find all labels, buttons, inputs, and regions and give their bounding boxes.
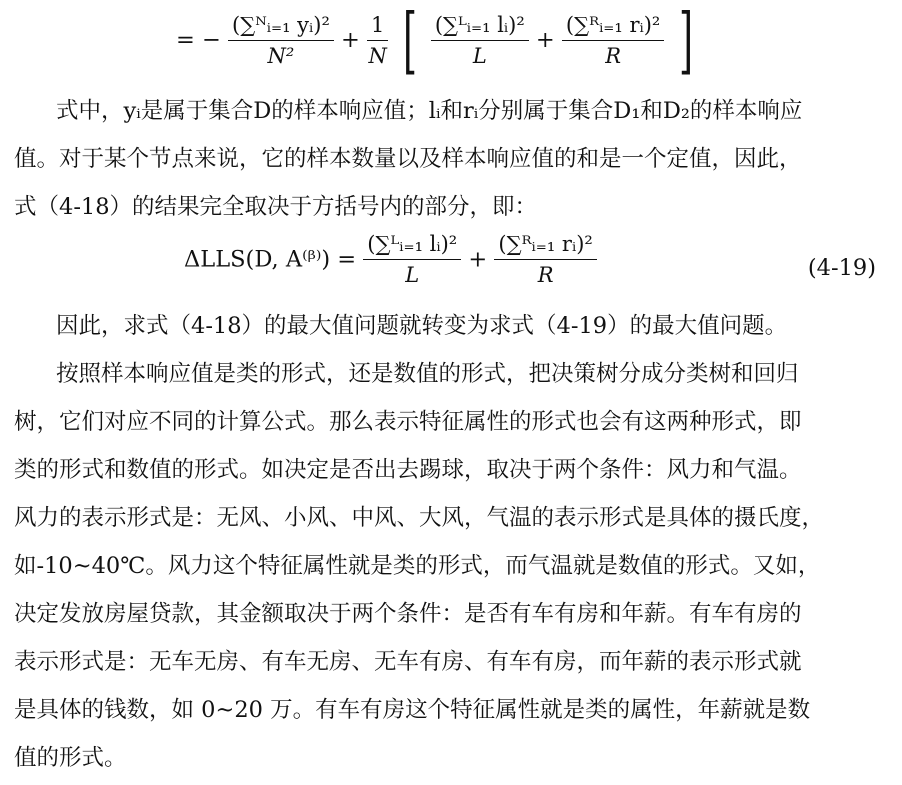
eq-fraction-1-numerator: (∑ᴺᵢ₌₁ yᵢ)² <box>228 13 334 41</box>
eq-fraction-3-numerator: (∑ᴸᵢ₌₁ lᵢ)² <box>431 13 529 41</box>
eq-fraction-1-denominator: N² <box>267 43 295 68</box>
eq-fraction-2 <box>367 13 388 68</box>
eq-plus-1: + <box>341 27 360 53</box>
equation-top <box>176 0 700 82</box>
left-bracket: [ <box>402 0 417 82</box>
para3-line1: 按照样本响应值是类的形式，还是数值的形式，把决策树分成分类树和回归 <box>56 361 799 387</box>
para3-line8: 是具体的钱数，如 0~20 万。有车有房这个特征属性就是类的属性，年薪就是数 <box>14 697 811 723</box>
eq419-fraction-2-numerator: (∑ᴿᵢ₌₁ rᵢ)² <box>494 232 596 260</box>
eq-plus-2: + <box>535 27 555 53</box>
eq-prefix: = − <box>176 27 221 53</box>
para3-line3: 类的形式和数值的形式。如决定是否出去踢球，取决于两个条件：风力和气温。 <box>14 457 802 483</box>
para1-line3: 式（4-18）的结果完全取决于方括号内的部分，即： <box>14 194 538 220</box>
para3-line9: 值的形式。 <box>14 745 127 771</box>
eq-fraction-4-numerator: (∑ᴿᵢ₌₁ rᵢ)² <box>562 13 664 41</box>
eq-fraction-2-numerator: 1 <box>367 13 388 41</box>
para3-line5: 如-10~40℃。风力这个特征属性就是类的形式，而气温就是数值的形式。又如， <box>14 553 821 579</box>
para3-line7: 表示形式是：无车无房、有车无房、无车有房、有车有房，而年薪的表示形式就 <box>14 649 802 675</box>
eq419-lhs: ΔLLS(D, A⁽ᵝ⁾) = <box>184 246 357 273</box>
eq419-plus: + <box>468 246 488 273</box>
right-bracket: ] <box>678 0 693 82</box>
para1-line2: 值。对于某个节点来说，它的样本数量以及样本响应值的和是一个定值，因此， <box>14 146 802 172</box>
para3-line2: 树，它们对应不同的计算公式。那么表示特征属性的形式也会有这两种形式，即 <box>14 409 802 435</box>
equation-4-19 <box>184 232 597 287</box>
eq419-fraction-1 <box>363 232 461 287</box>
eq-fraction-3 <box>431 13 529 68</box>
para3-line6: 决定发放房屋贷款，其金额取决于两个条件：是否有车有房和年薪。有车有房的 <box>14 601 802 627</box>
eq-fraction-4 <box>562 13 664 68</box>
equation-number: (4-19) <box>807 255 876 281</box>
eq419-fraction-2 <box>494 232 596 287</box>
para2-line1: 因此，求式（4-18）的最大值问题就转变为求式（4-19）的最大值问题。 <box>56 313 788 339</box>
eq-fraction-4-denominator: R <box>605 43 622 68</box>
eq-fraction-2-denominator: N <box>368 43 387 68</box>
eq419-fraction-2-denominator: R <box>537 263 554 287</box>
para1-line1: 式中，yᵢ是属于集合D的样本响应值；lᵢ和rᵢ分别属于集合D₁和D₂的样本响应 <box>56 98 803 124</box>
eq419-fraction-1-denominator: L <box>405 263 420 287</box>
eq-fraction-3-denominator: L <box>472 43 487 68</box>
para3-line4: 风力的表示形式是：无风、小风、中风、大风，气温的表示形式是具体的摄氏度， <box>14 505 825 531</box>
eq419-fraction-1-numerator: (∑ᴸᵢ₌₁ lᵢ)² <box>363 232 461 260</box>
eq-fraction-1 <box>228 13 334 68</box>
